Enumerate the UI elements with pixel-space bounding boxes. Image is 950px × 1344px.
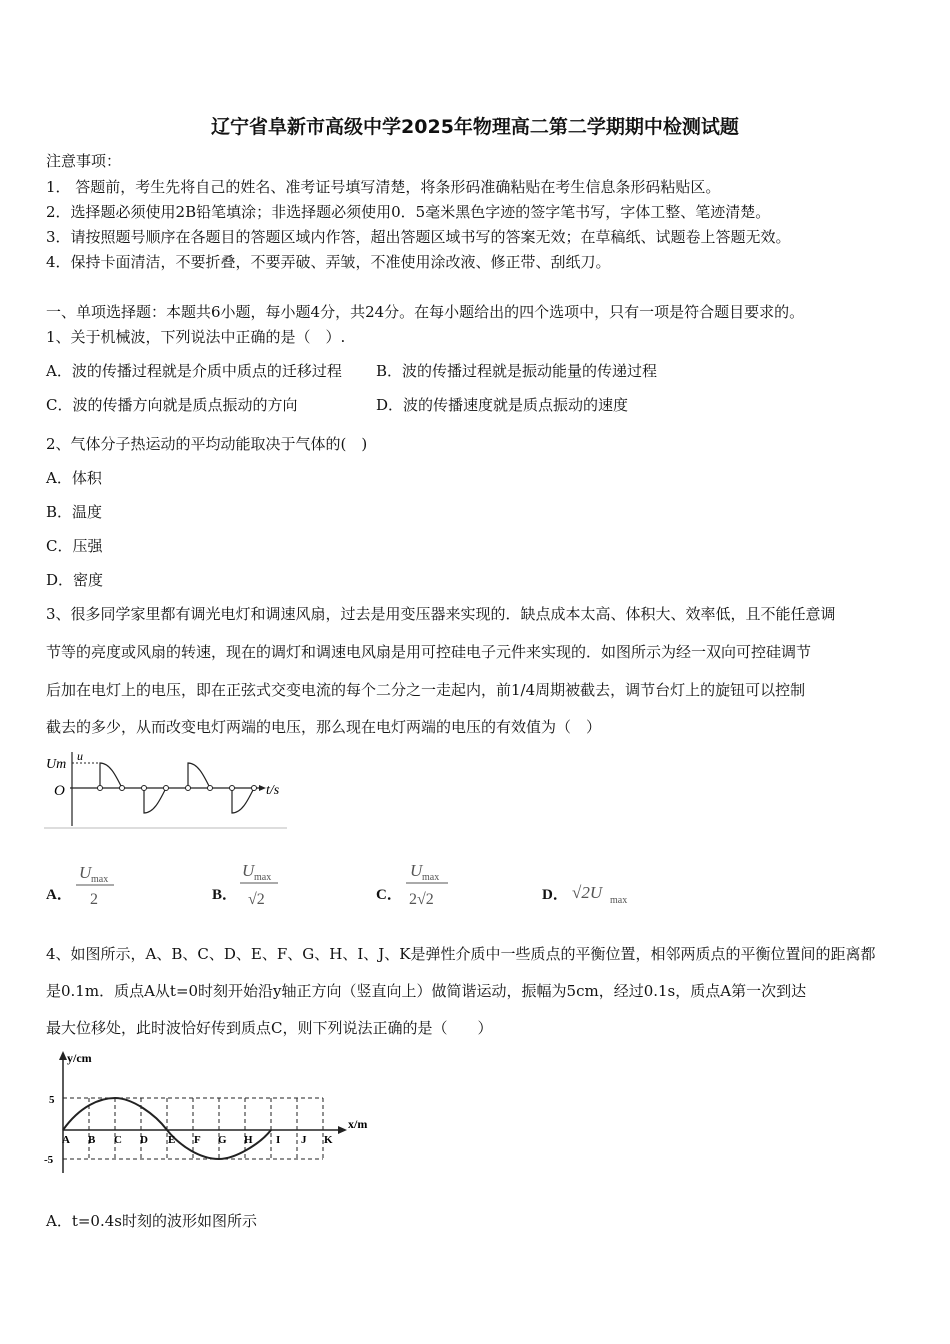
q3-um-label: Um: [46, 757, 67, 772]
q3-option-d-formula: [570, 876, 640, 908]
q4-point-label: A: [62, 1134, 70, 1146]
q4-wave-graph: [40, 1048, 380, 1178]
q3-origin-label: O: [54, 783, 65, 799]
q4-x-label: x/m: [348, 1117, 368, 1131]
svg-text:2: 2: [90, 891, 98, 908]
q3-stem-line: 3、很多同学家里都有调光电灯和调速风扇，过去是用变压器来实现的．缺点成本太高、体积大、效率低，且不能任意调: [46, 605, 836, 623]
q4-point-label: E: [168, 1134, 176, 1146]
q2-option-c: C．压强: [46, 537, 103, 555]
q1-stem: 1、关于机械波，下列说法中正确的是（ ）.: [46, 328, 346, 346]
svg-text:√2: √2: [248, 891, 265, 908]
q3-option-b-label: B．: [212, 887, 238, 903]
q1-option-c: C．波的传播方向就是质点振动的方向: [46, 396, 298, 414]
q3-x-label: t/s: [266, 783, 280, 798]
q3-option-b-formula: [240, 856, 284, 908]
q4-point-label: H: [244, 1134, 253, 1146]
q4-point-label: C: [114, 1134, 122, 1146]
svg-text:U: U: [79, 863, 92, 882]
svg-text:max: max: [91, 874, 109, 885]
q4-point-label: D: [140, 1134, 148, 1146]
q4-point-label: B: [88, 1134, 96, 1146]
q3-stem-line: 节等的亮度或风扇的转速，现在的调灯和调速电风扇是用可控硅电子元件来实现的．如图所示为经一双向可控硅调节: [46, 643, 812, 661]
notice-item: 3．请按照题号顺序在各题目的答题区域内作答，超出答题区域书写的答案无效；在草稿纸、试题卷上答题无效。: [46, 228, 791, 246]
svg-text:max: max: [254, 872, 272, 883]
section-heading: 一、单项选择题：本题共6小题，每小题4分，共24分。在每小题给出的四个选项中，只有一项是符合题目要求的。: [46, 303, 805, 321]
q3-option-c-label: C．: [376, 887, 402, 903]
notice-item: 1． 答题前，考生先将自己的姓名、准考证号填写清楚，将条形码准确粘贴在考生信息条形码粘贴区。: [46, 178, 721, 196]
q2-option-d: D．密度: [46, 571, 104, 589]
svg-text:max: max: [422, 872, 440, 883]
q3-y-label: u: [77, 749, 83, 763]
q4-option-a: A．t=0.4s时刻的波形如图所示: [46, 1212, 257, 1230]
svg-text:U: U: [242, 861, 255, 880]
q2-stem: 2、气体分子热运动的平均动能取决于气体的( ): [46, 435, 368, 453]
svg-text:√2U: √2U: [572, 883, 603, 902]
q3-stem-line: 截去的多少，从而改变电灯两端的电压，那么现在电灯两端的电压的有效值为（ ）: [46, 718, 602, 736]
svg-text:max: max: [610, 895, 628, 906]
svg-text:2√2: 2√2: [409, 891, 434, 908]
q1-option-b: B．波的传播过程就是振动能量的传递过程: [376, 362, 658, 380]
notice-heading: 注意事项：: [46, 152, 122, 170]
q3-stem-line: 后加在电灯上的电压，即在正弦式交变电流的每个二分之一走起内，前1/4周期被截去，调节台灯上的旋钮可以控制: [46, 681, 806, 699]
q3-option-a-label: A．: [46, 887, 72, 903]
q1-option-a: A．波的传播过程就是介质中质点的迁移过程: [46, 362, 342, 380]
q3-option-c-formula: [406, 856, 452, 908]
q4-y-tick: -5: [44, 1154, 54, 1166]
q4-y-label: y/cm: [67, 1051, 92, 1065]
svg-text:U: U: [410, 861, 423, 880]
page-title: 辽宁省阜新市高级中学2025年物理高二第二学期期中检测试题: [211, 116, 739, 138]
q3-voltage-graph: [44, 748, 294, 832]
q3-option-a-formula: [76, 858, 120, 908]
q4-point-label: I: [276, 1134, 281, 1146]
q4-point-label: J: [301, 1134, 307, 1146]
q1-option-d: D．波的传播速度就是质点振动的速度: [376, 396, 629, 414]
q3-option-d-label: D．: [542, 887, 568, 903]
q4-point-label: G: [218, 1134, 227, 1146]
q4-y-tick: 5: [49, 1094, 55, 1106]
notice-item: 4．保持卡面清洁，不要折叠，不要弄破、弄皱，不准使用涂改液、修正带、刮纸刀。: [46, 253, 611, 271]
q2-option-a: A．体积: [46, 469, 102, 487]
notice-item: 2．选择题必须使用2B铅笔填涂；非选择题必须使用0．5毫米黑色字迹的签字笔书写，字体工整、笔迹清楚。: [46, 203, 771, 221]
q4-point-label: K: [324, 1134, 333, 1146]
q4-stem-line: 是0.1m．质点A从t=0时刻开始沿y轴正方向（竖直向上）做简谐运动，振幅为5cm，经过0.1s，质点A第一次到达: [46, 982, 807, 1000]
q4-stem-line: 最大位移处，此时波恰好传到质点C，则下列说法正确的是（ ）: [46, 1019, 493, 1037]
q2-option-b: B．温度: [46, 503, 103, 521]
q4-stem-line: 4、如图所示，A、B、C、D、E、F、G、H、I、J、K是弹性介质中一些质点的平衡位置，相邻两质点的平衡位置间的距离都: [46, 945, 876, 963]
q4-point-label: F: [194, 1134, 201, 1146]
